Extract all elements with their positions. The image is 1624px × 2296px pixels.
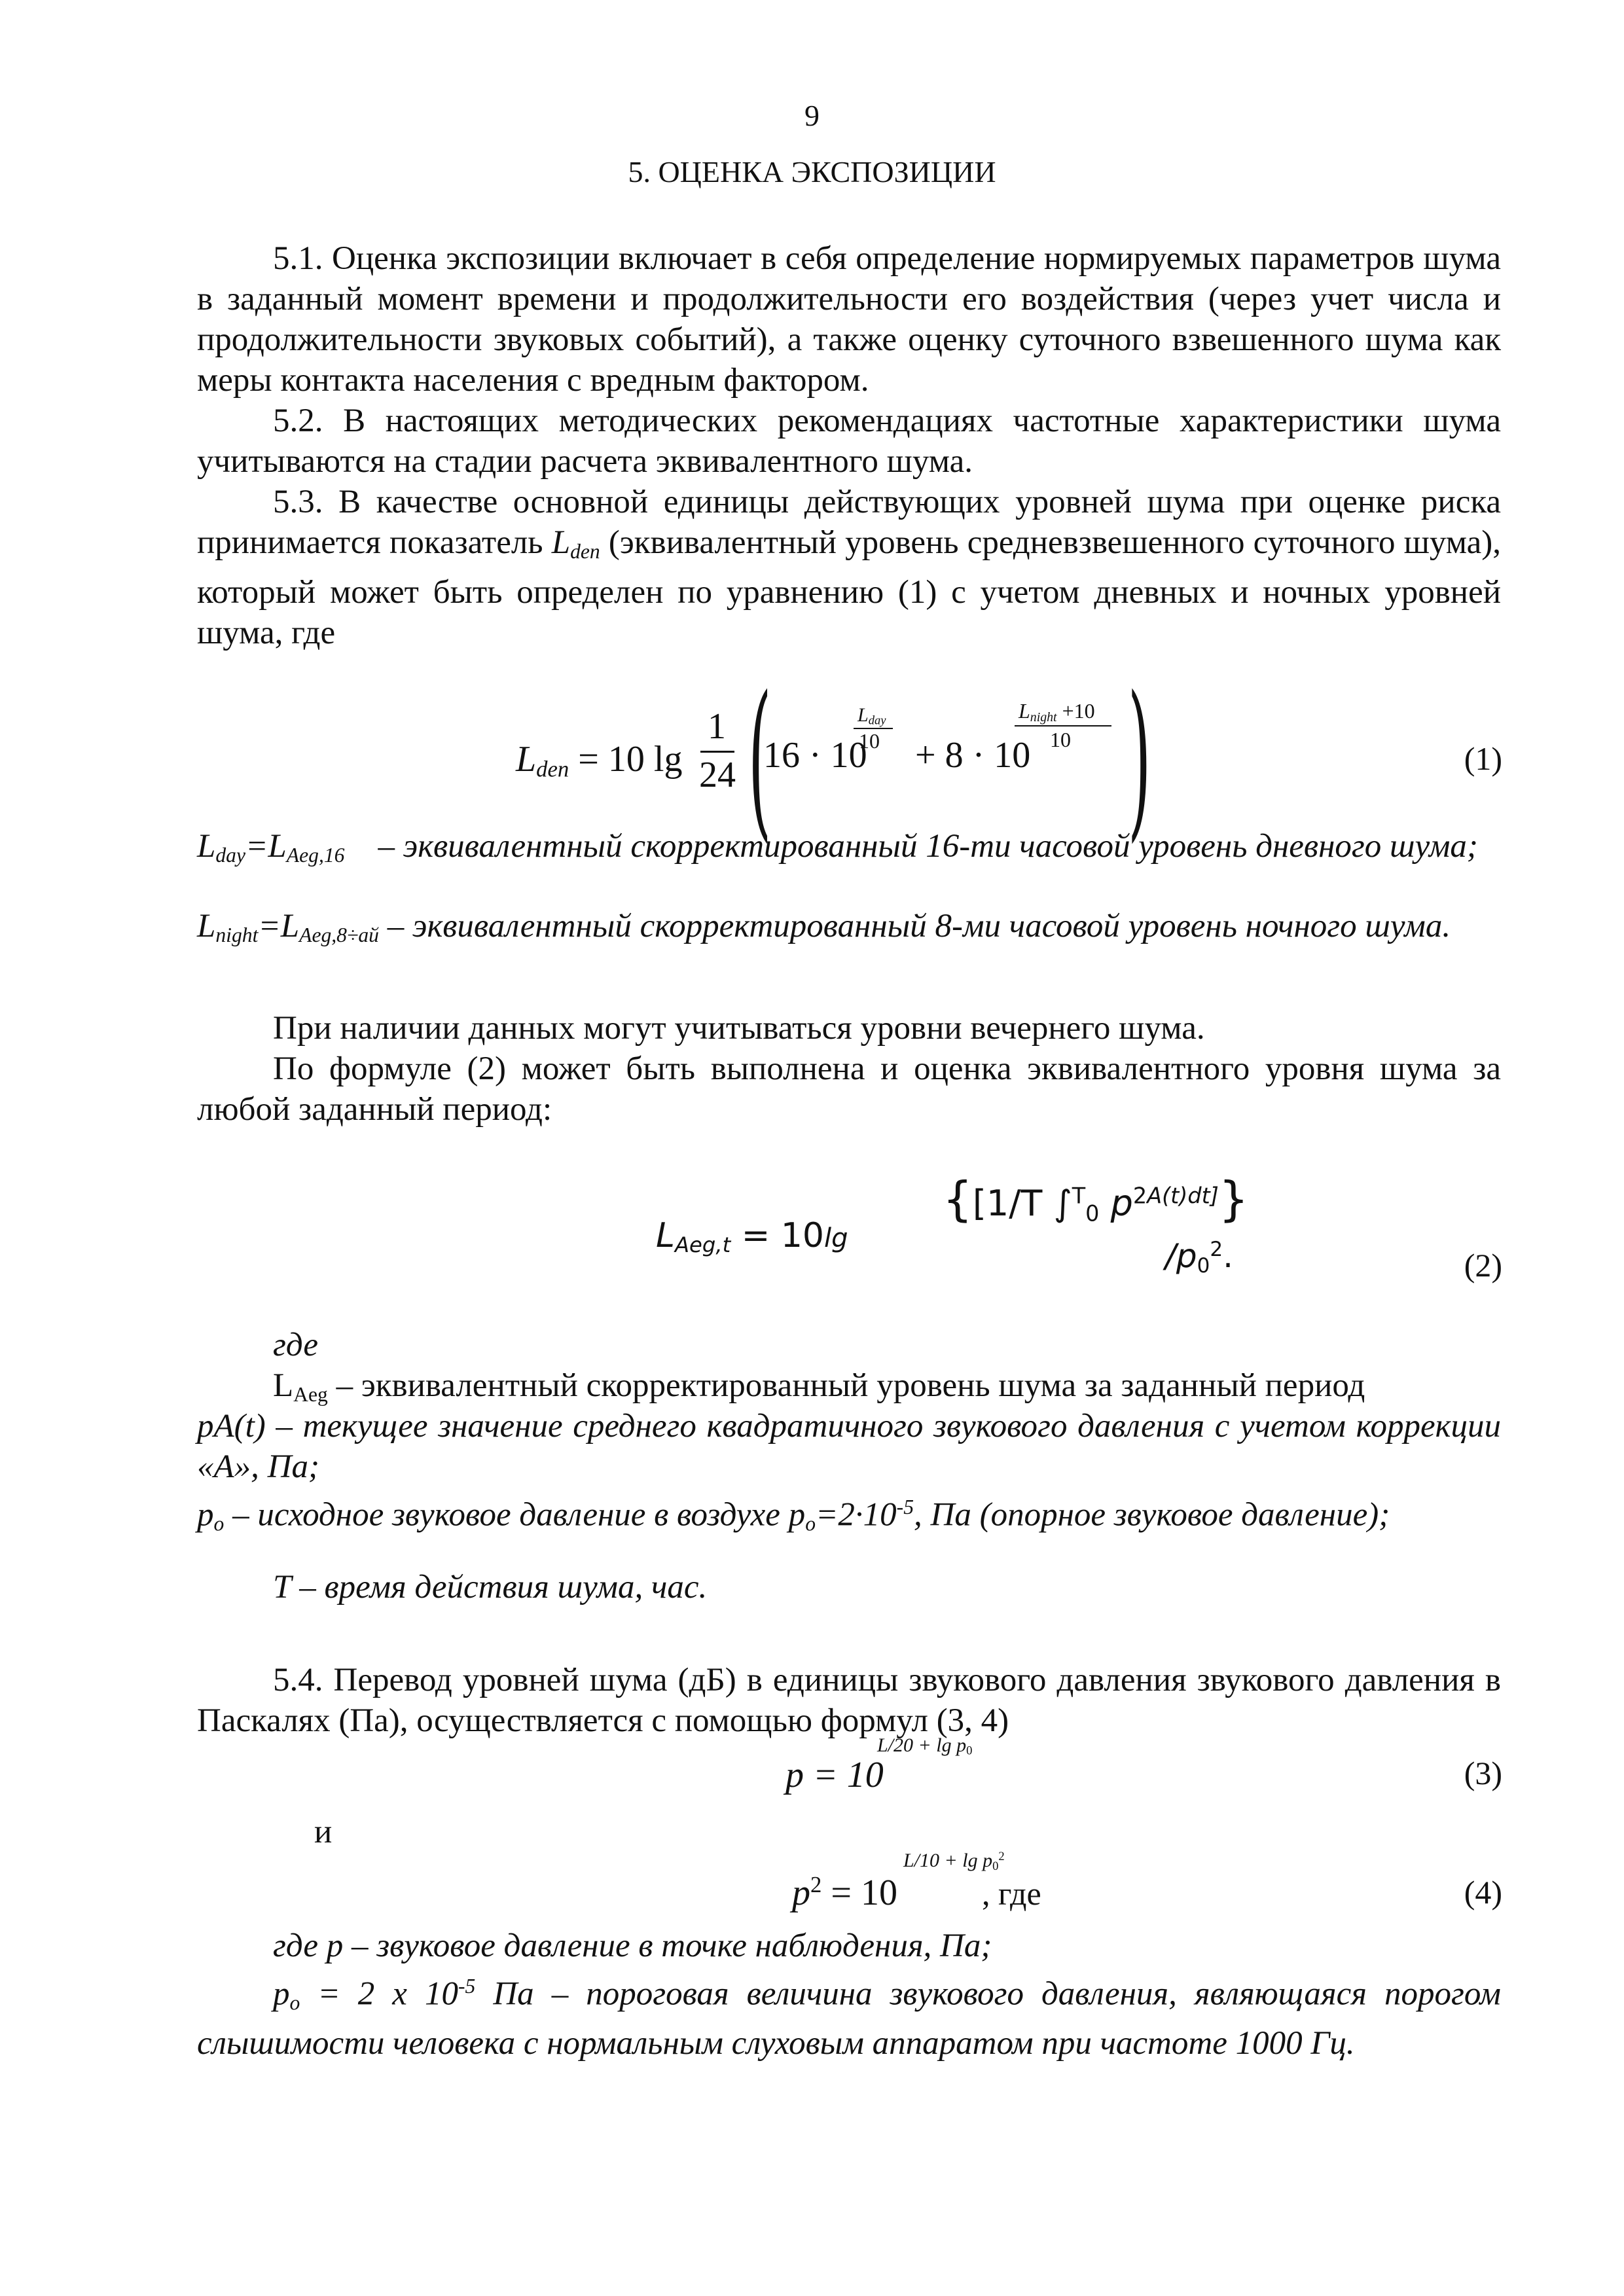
page-number: 9 [804,99,820,132]
definition-l-night: $L_{night}=L_{Aeg,8\div ай}$ – эквивалентный скорректированный 8-ми часовой уровень ночного шума. [197,908,1451,946]
paragraph-5-1: 5.1. Оценка экспозиции включает в себя определение нормируемых параметров шума в заданный момент времени и продолжительности его воздействия (через учет числа и продолжительности звуковых событий), а также оценку суточного взвешенного шума как меры контакта населения с вредным фактором. [197,240,1501,399]
equation-1-number: (1) [1464,740,1502,777]
definition-laeg: $L_{Aeg}$ – эквивалентный скорректированный уровень шума за заданный период [273,1367,1365,1406]
paragraph-5-3: 5.3. В качестве основной единицы действующих уровней шума при оценке риска принимается показатель $L_{den}$ (эквивалентный уровень средневзвешенного суточного шума), который может быть определен по уравнению (1) с учетом дневных и ночных уровней шума, где [197,484,1502,651]
definition-po: $p_o$ – исходное звуковое давление в воздухе $p_o=2\cdot 10^{-5}$, Па (опорное звуковое давление); [197,1496,1390,1535]
where-p: где p – звуковое давление в точке наблюдения, Па; [273,1928,992,1964]
definition-l-day: $L_{day}=L_{Aeg,16}$ – эквивалентный скорректированный 16-ти часовой уровень дневного шума; [197,828,1478,867]
paragraph-5-4: 5.4. Перевод уровней шума (дБ) в единицы звукового давления звукового давления в Паскалях (Па), осуществляется с помощью формул (3, 4) [197,1662,1501,1739]
where-2: где [273,1327,318,1363]
paragraph-evening: При наличии данных могут учитываться уровни вечернего шума. [273,1010,1205,1047]
equation-2-number: (2) [1464,1247,1502,1283]
and-word: и [314,1814,333,1850]
definition-p0: $p_o = 2$ x $10^{-5}$ Па – пороговая величина звукового давления, являющаяся порогом слышимости человека с нормальным слуховым аппаратом при частоте 1000 Гц. [197,1975,1501,2062]
definition-pa: pA(t) – текущее значение среднего квадратичного звукового давления с учетом коррекции «А», Па; [197,1408,1501,1485]
equation-4-number: (4) [1464,1874,1502,1910]
paragraph-formula-2: По формуле (2) может быть выполнена и оценка эквивалентного уровня шума за любой заданный период: [197,1050,1501,1128]
definition-t: T – время действия шума, час. [273,1569,708,1605]
equation-3-number: (3) [1464,1755,1502,1791]
paragraph-5-2: 5.2. В настоящих методических рекомендациях частотные характеристики шума учитываются на стадии расчета эквивалентного шума. [197,403,1501,480]
section-heading: 5. ОЦЕНКА ЭКСПОЗИЦИИ [628,155,996,188]
